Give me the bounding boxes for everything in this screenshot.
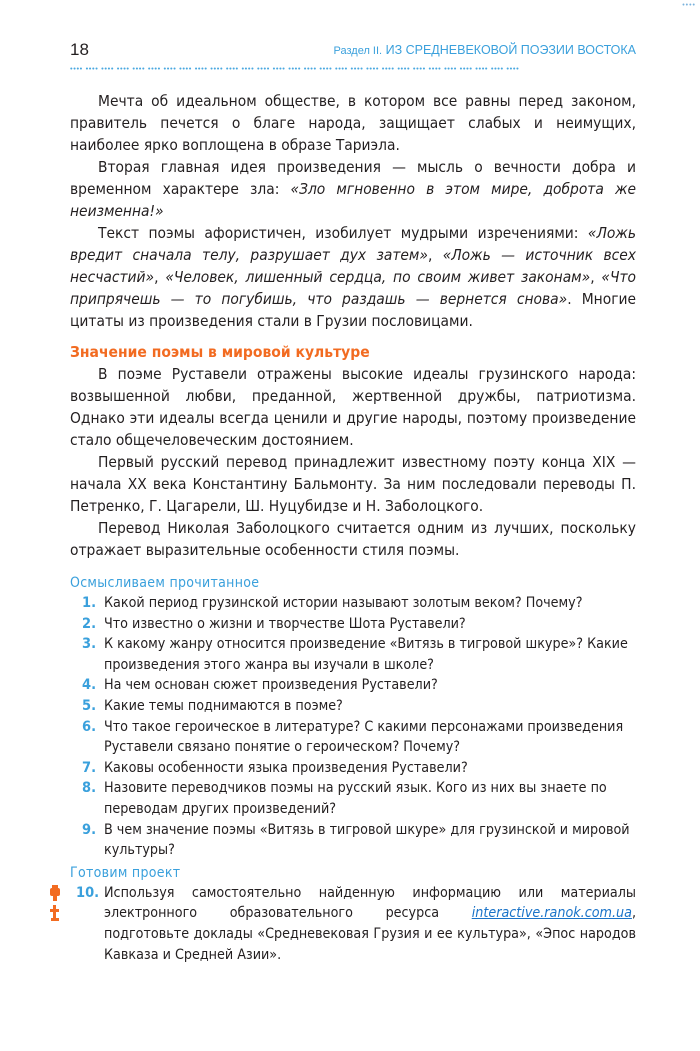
separator: ,: [590, 268, 602, 286]
question-text: Какой период грузинской истории называют золотым веком? Почему?: [104, 595, 583, 611]
corner-mark: ••••: [682, 2, 696, 9]
separator: ,: [154, 268, 166, 286]
project-task: [70, 883, 636, 965]
project-heading: Готовим проект: [70, 864, 181, 881]
section-title: [334, 43, 636, 57]
quote: «Зло мгновенно в этом мире, доброта же неизменна!»: [70, 180, 636, 220]
questions-list: [70, 593, 636, 861]
project-number: 10.: [76, 884, 100, 901]
question-number: 9.: [82, 821, 97, 838]
section-title-text: ИЗ СРЕДНЕВЕКОВОЙ ПОЭЗИИ ВОСТОКА: [385, 43, 636, 57]
paragraph-text: Текст поэмы афористичен, изобилует мудрыми изречениями:: [98, 224, 588, 242]
page-number: 18: [70, 40, 89, 59]
question-item: [70, 593, 636, 614]
project-text: , подготовьте доклады «Средневековая Грузия и ее культура», «Эпос народов Кавказа и Средней Азии».: [104, 905, 636, 963]
question-item: [70, 778, 636, 819]
paragraph-text: Вторая главная идея произведения — мысль о вечности добра и временном характере зла:: [70, 158, 636, 198]
question-item: [70, 634, 636, 675]
question-item: [70, 717, 636, 758]
paragraph: [70, 222, 636, 332]
paragraph-text: . Многие цитаты из произведения стали в Грузии пословицами.: [70, 290, 636, 330]
paragraph: Первый русский перевод принадлежит известному поэту конца XIX — начала XX века Константину Бальмонту. За ним последовали переводы П. Петренко, Г. Цагарели, Ш. Нуцубидзе и Н. Заболоцкого.: [70, 453, 636, 515]
question-number: 3.: [82, 636, 97, 653]
question-text: Что такое героическое в литературе? С какими персонажами произведения Руставели связано понятие о героическом? Почему?: [104, 718, 624, 756]
question-text: На чем основан сюжет произведения Руставели?: [104, 677, 438, 694]
question-number: 7.: [82, 759, 97, 776]
question-item: [70, 696, 636, 717]
project-text: Используя самостоятельно найденную информацию или материалы электронного образовательного ресурса: [104, 884, 636, 922]
question-number: 2.: [82, 615, 97, 632]
paragraph: В поэме Руставели отражены высокие идеалы грузинского народа: возвышенной любви, преданной, жертвенной дружбы, патриотизма. Однако эти идеалы всегда ценили и другие народы, поэтому произведение стало общечеловеческим достоянием.: [70, 365, 636, 449]
quote: «Ложь вредит сначала телу, разрушает дух затем»: [70, 224, 636, 264]
question-number: 8.: [82, 780, 97, 797]
question-item: [70, 820, 636, 861]
question-text: Что известно о жизни и творчестве Шота Руставели?: [104, 615, 466, 632]
question-number: 1.: [82, 595, 97, 611]
quote: «Человек, лишенный сердца, по своим живет законам»: [165, 268, 591, 286]
paragraph: Мечта об идеальном обществе, в котором все равны перед законом, правитель печется о благе народа, защищает слабых и неимущих, наиболее ярко воплощена в образе Тариэла.: [70, 92, 636, 154]
questions-heading: Осмысливаем прочитанное: [70, 575, 260, 591]
question-item: [70, 614, 636, 635]
question-item: [70, 675, 636, 696]
resource-link[interactable]: interactive.ranok.com.ua: [471, 905, 632, 922]
question-number: 6.: [82, 718, 97, 735]
header-rule: •••• •••• •••• •••• •••• •••• •••• •••• •••• •••• •••• •••• •••• •••• •••• •••• •••• •••• •••• •••• •••• •••• •••• •••• •••• •••• •••• •••• ••••: [70, 64, 520, 73]
paragraph: [70, 156, 636, 222]
separator: ,: [427, 246, 443, 264]
question-text: Каковы особенности языка произведения Руставели?: [104, 759, 468, 776]
question-item: [70, 758, 636, 779]
question-text: В чем значение поэмы «Витязь в тигровой шкуре» для грузинской и мировой культуры?: [104, 821, 630, 859]
page-content: [70, 90, 636, 965]
quote: «Что припрячешь — то погубишь, что раздашь — вернется снова»: [70, 268, 636, 308]
question-text: Назовите переводчиков поэмы на русский язык. Кого из них вы знаете по переводам других произведений?: [104, 780, 607, 817]
project-icon: [48, 885, 62, 925]
question-text: К какому жанру относится произведение «Витязь в тигровой шкуре»? Какие произведения этого жанра вы изучали в школе?: [104, 636, 628, 673]
world-section-heading: Значение поэмы в мировой культуре: [70, 343, 370, 361]
question-number: 4.: [82, 677, 97, 694]
section-prefix: Раздел II.: [333, 45, 383, 57]
question-text: Какие темы поднимаются в поэме?: [104, 697, 343, 714]
page-header: [70, 40, 636, 60]
question-number: 5.: [82, 697, 97, 714]
paragraph: Перевод Николая Заболоцкого считается одним из лучших, поскольку отражает выразительные особенности стиля поэмы.: [70, 519, 636, 559]
quote: «Ложь — источник всех несчастий»: [70, 246, 636, 286]
